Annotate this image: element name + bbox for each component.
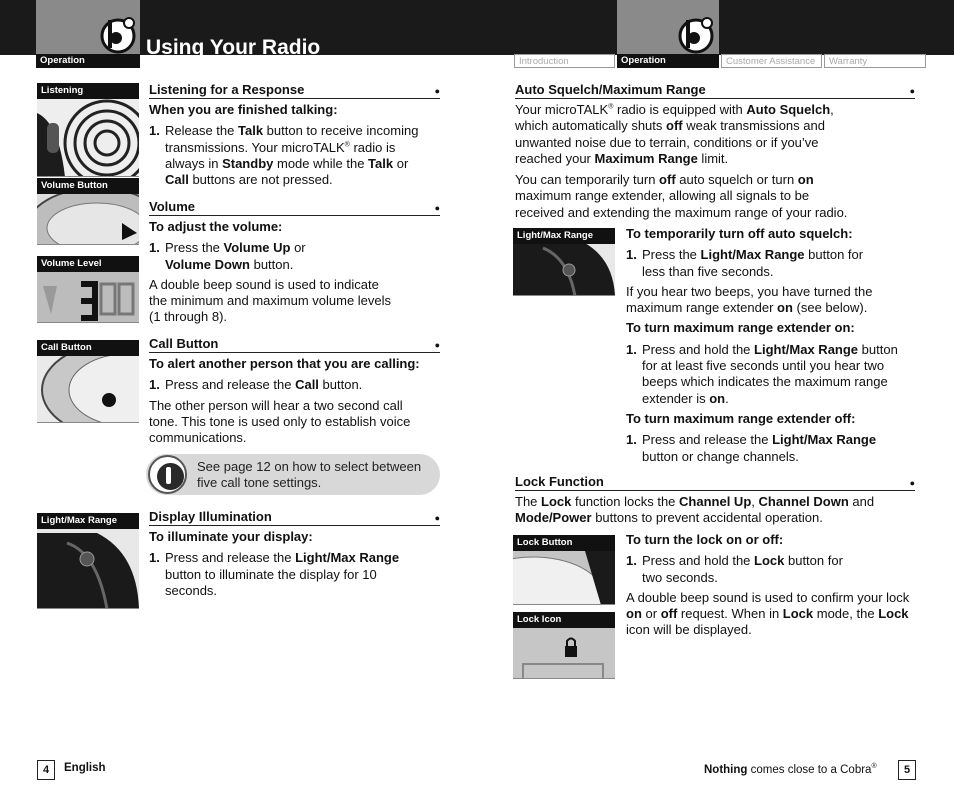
- note-text: See page 12 on how to select between five call tone settings.: [197, 459, 422, 490]
- thumb-call-button: [37, 340, 139, 423]
- footer-language: English: [64, 762, 106, 774]
- call-subheading: To alert another person that you are calling:: [149, 356, 420, 371]
- left-operation-tab: Operation: [36, 54, 140, 68]
- listening-subheading: When you are finished talking:: [149, 102, 338, 117]
- thumb-listening: [37, 83, 139, 177]
- lock-step: 1. Press and hold the Lock button for two seconds.: [626, 553, 843, 585]
- tab-customer-assistance[interactable]: Customer Assistance: [721, 54, 822, 68]
- volume-section: [149, 219, 419, 326]
- left-page-number: 4: [37, 760, 55, 780]
- thumb-label: Volume Level: [37, 256, 139, 272]
- heading-listening: Listening for a Response ●: [149, 82, 440, 97]
- left-operation-icon: [96, 12, 138, 54]
- tab-introduction[interactable]: Introduction: [514, 54, 615, 68]
- call-section: [149, 356, 434, 446]
- squelch-subheading-1: To temporarily turn off auto squelch:: [626, 226, 853, 241]
- right-operation-icon: [674, 12, 716, 54]
- listening-step: 1. Release the Talk button to receive incoming transmissions. Your microTALK® radio is always in Standby mode while the Talk or Call buttons are not pressed.: [149, 123, 419, 188]
- thumb-volume-level: [37, 256, 139, 323]
- squelch-subheading-2: To turn maximum range extender on:: [626, 320, 855, 336]
- lock-intro: [515, 494, 895, 527]
- thumb-label: Lock Button: [513, 535, 615, 551]
- squelch-intro: [515, 102, 850, 221]
- page-title: Using Your Radio: [146, 36, 321, 59]
- thumb-label: Lock Icon: [513, 612, 615, 628]
- squelch-subheading-3: To turn maximum range extender off:: [626, 410, 856, 426]
- heading-auto-squelch: Auto Squelch/Maximum Range ●: [515, 82, 915, 97]
- squelch-paragraph-1: Your microTALK® radio is equipped with Auto Squelch, which automatically shuts off weak transmissions and unwanted noise due to terrain, conditions or if you’ve reached your Maximum Range limit.: [515, 102, 834, 166]
- squelch-steps: [626, 226, 916, 465]
- thumb-volume-button: [37, 178, 139, 245]
- display-step: 1. Press and release the Light/Max Range button to illuminate the display for 10 seconds.: [149, 550, 400, 598]
- lock-paragraph-1: The Lock function locks the Channel Up, Channel Down and Mode/Power buttons to prevent accidental operation.: [515, 494, 875, 526]
- squelch-paragraph-2: You can temporarily turn off auto squelch or turn on maximum range extender, allowing all signals to be received and extending the maximum range of your radio.: [515, 172, 848, 220]
- heading-call-button: Call Button ●: [149, 336, 440, 351]
- tab-operation[interactable]: Operation: [617, 54, 719, 68]
- volume-paragraph: A double beep sound is used to indicate the minimum and maximum volume levels (1 through 8).: [149, 276, 392, 325]
- footer-tagline: Nothing comes close to a Cobra®: [704, 763, 877, 776]
- call-tone-note: [146, 454, 440, 495]
- info-icon: [148, 455, 187, 494]
- heading-volume: Volume ●: [149, 199, 440, 214]
- squelch-step-2: 1. Press and hold the Light/Max Range button for at least five seconds until you hear two beeps which indicates the maximum range extender is on.: [626, 341, 898, 406]
- thumb-label: Listening: [37, 83, 139, 99]
- lock-paragraph-2: A double beep sound is used to confirm your lock on or off request. When in Lock mode, the Lock icon will be displayed.: [626, 589, 910, 638]
- volume-subheading: To adjust the volume:: [149, 219, 283, 234]
- right-page-number: 5: [898, 760, 916, 780]
- thumb-label: Volume Button: [37, 178, 139, 194]
- listening-section: [149, 102, 434, 188]
- thumb-light-max-range-right: [513, 228, 615, 296]
- thumb-lock-button: [513, 535, 615, 605]
- display-subheading: To illuminate your display:: [149, 529, 313, 544]
- volume-step: 1. Press the Volume Up or Volume Down button.: [149, 240, 306, 272]
- squelch-paragraph-3: If you hear two beeps, you have turned the maximum range extender on (see below).: [626, 283, 873, 316]
- squelch-step-3: 1. Press and release the Light/Max Range button or change channels.: [626, 432, 877, 464]
- call-step: 1. Press and release the Call button.: [149, 377, 363, 393]
- heading-display-illumination: Display Illumination ●: [149, 509, 440, 524]
- thumb-label: Light/Max Range: [513, 228, 615, 244]
- heading-lock-function: Lock Function ●: [515, 474, 915, 489]
- lock-steps: [626, 532, 911, 639]
- lock-subheading: To turn the lock on or off:: [626, 532, 784, 547]
- thumb-lock-icon: [513, 612, 615, 679]
- display-section: [149, 529, 419, 599]
- call-paragraph: The other person will hear a two second call tone. This tone is used only to establish voice communications.: [149, 397, 411, 446]
- thumb-label: Call Button: [37, 340, 139, 356]
- tab-warranty[interactable]: Warranty: [824, 54, 926, 68]
- thumb-label: Light/Max Range: [37, 513, 139, 529]
- thumb-light-max-range-left: [37, 513, 139, 609]
- squelch-step-1: 1. Press the Light/Max Range button for less than five seconds.: [626, 247, 864, 279]
